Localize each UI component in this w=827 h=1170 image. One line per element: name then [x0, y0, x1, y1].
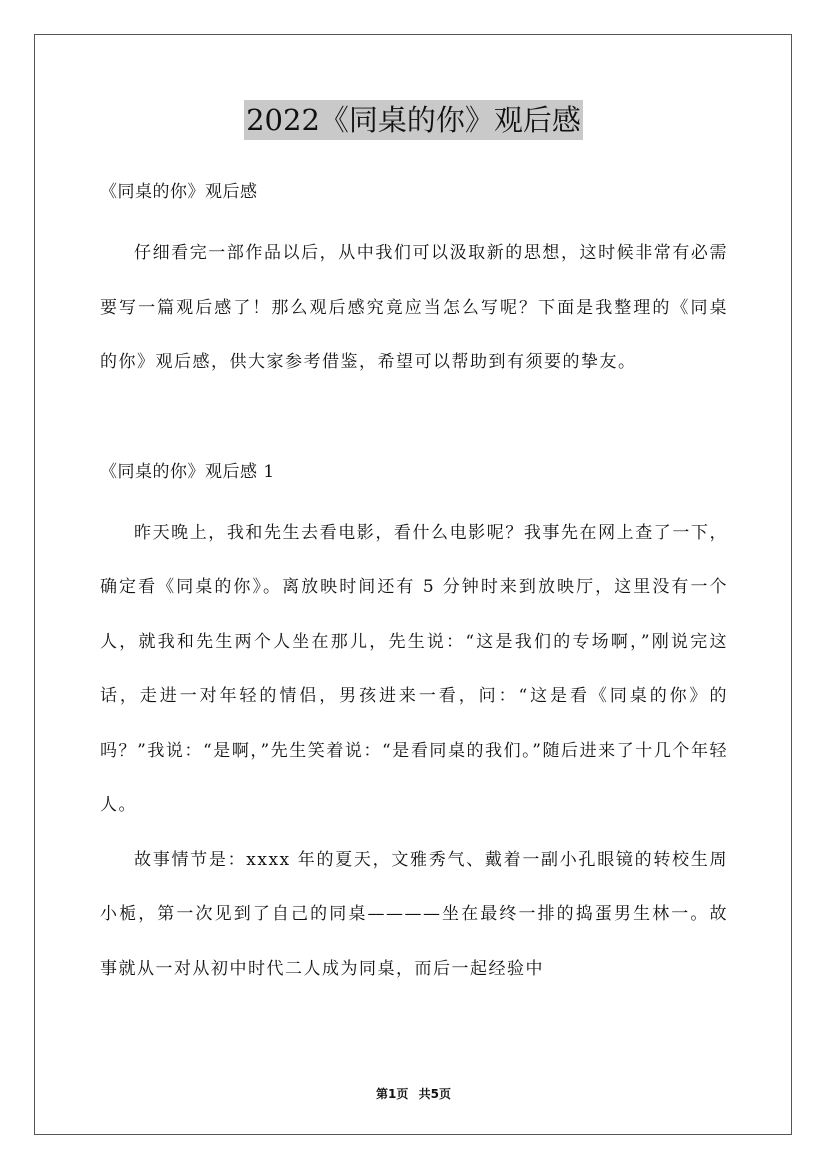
title-container: [0, 100, 827, 140]
spacer: [100, 492, 728, 506]
section1-heading: 《同桌的你》观后感 1: [100, 461, 275, 482]
section1-paragraph-2: 故事情节是：xxxx 年的夏天，文雅秀气、戴着一副小孔眼镜的转校生周小栀，第一次见到了自己的同桌————坐在最终一排的捣蛋男生林一。故事就从一对从初中时代二人成为同桌，而后一起经验中: [100, 849, 728, 979]
page-total: 共5页: [418, 1087, 451, 1101]
page-footer: [0, 1085, 827, 1102]
document-body: [100, 172, 728, 996]
spacer: [100, 390, 728, 452]
page-number: 第1页: [376, 1087, 409, 1101]
section1-paragraph-1: 昨天晚上，我和先生去看电影，看什么电影呢？我事先在网上查了一下，确定看《同桌的你》。离放映时间还有 5 分钟时来到放映厅，这里没有一个人，就我和先生两个人坐在那儿，先生说：“这是我们的专场啊，”刚说完这话，走进一对年轻的情侣，男孩进来一看，问：“这是看《同桌的你》的吗？”我说：“是啊，”先生笑着说：“是看同桌的我们。”随后进来了十几个年轻人。: [100, 522, 728, 815]
spacer: [100, 212, 728, 226]
intro-heading: 《同桌的你》观后感: [100, 182, 258, 202]
intro-paragraph: 仔细看完一部作品以后，从中我们可以汲取新的思想，这时候非常有必需要写一篇观后感了！那么观后感究竟应当怎么写呢？下面是我整理的《同桌的你》观后感，供大家参考借鉴，希望可以帮助到有须要的挚友。: [100, 243, 728, 372]
document-title: 2022《同桌的你》观后感: [244, 100, 583, 140]
